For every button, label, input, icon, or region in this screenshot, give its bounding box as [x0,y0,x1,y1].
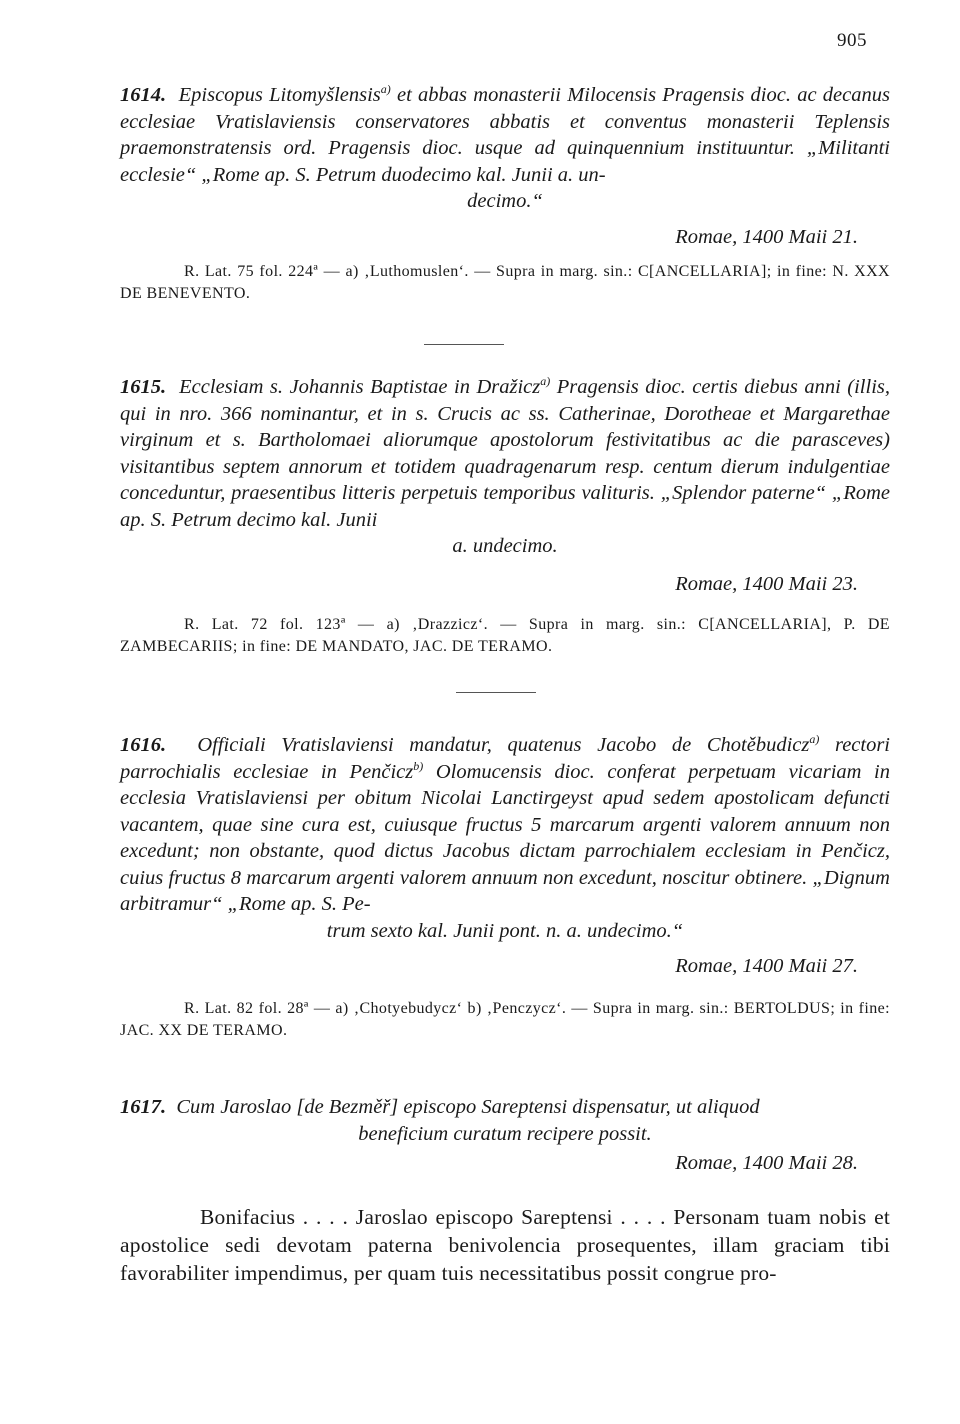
entry-1616 [120,732,890,1042]
entry-summary: 1614. Episcopus Litomyšlensis$^{a)}$ et abbas monasterii Milocensis Pragensis dioc. ac decanus ecclesiae Vratislaviensis conservatores abbatis et conventus monasterii Teplensis praemonstratensis ord. Pragensis dioc. usque ad quinquennium instituuntur. „Militanti ecclesie“ „Rome ap. S. Petrum duodecimo kal. Junii a. un- decimo.“ [120,82,890,212]
archival-note: R. Lat. 82 fol. 28ª — a) ‚Chotyebudycz‘ b) ‚Penczycz‘. — Supra in marg. sin.: BERTOLDUS; in fine: JAC. XX DE TERAMO. [120,1000,890,1039]
place-date: Romae, 1400 Maii 21. [675,225,858,248]
separator-line [456,692,536,693]
entry-summary: 1617. Cum Jaroslao [de Bezměř] episcopo Sareptensi dispensatur, ut aliquod beneficium curatum recipere possit. [120,1096,760,1145]
letter-body: Bonifacius . . . . Jaroslao episcopo Sareptensi . . . . Personam tuam nobis et apostolice sedi devotam paterna benivolencia prosequentes, illam graciam tibi favorabiliter impendimus, per quam tuis necessitatibus possit congrue pro- [120,1205,890,1285]
place-date: Romae, 1400 Maii 23. [675,572,858,595]
entry-summary: 1616. Officiali Vratislaviensi mandatur, quatenus Jacobo de Chotěbudicz$^{a)}$ rectori parrochialis ecclesiae in Penčicz$^{b)}$ Olomucensis dioc. conferat perpetuam vicariam in ecclesia Vratislaviensi per obitum Nicolai Lanctirgeyst apud sedem apostolicam defuncti vacantem, quae sine cura est, cuiusque fructus 5 marcarum argenti valorem annuum non excedunt; non obstante, quod dictus Jacobus dictam parrochialem ecclesiam in Penčicz, cuius fructus 8 marcarum argenti valorem annuum non excedunt, noscitur obtinere. „Dignum arbitramur“ „Rome ap. S. Pe- trum sexto kal. Junii pont. n. a. undecimo.“ [120,732,891,942]
entry-1617 [120,1094,890,1287]
entry-number: 1616. [120,734,167,756]
page-number: 905 [837,30,867,51]
archival-note: R. Lat. 75 fol. 224ª — a) ‚Luthomuslen‘. — Supra in marg. sin.: C[ANCELLARIA]; in fine: N. XXX DE BENEVENTO. [120,262,890,302]
entry-number: 1617. [120,1096,167,1118]
separator-line [424,344,504,345]
entry-number: 1614. [120,84,167,106]
place-date: Romae, 1400 Maii 28. [675,1152,858,1174]
place-date: Romae, 1400 Maii 27. [675,955,858,977]
entry-1614 [120,82,890,305]
entry-number: 1615. [120,376,167,398]
archival-note: R. Lat. 72 fol. 123ª — a) ‚Drazzicz‘. — Supra in marg. sin.: C[ANCELLARIA], P. DE ZAMBECARIIS; in fine: DE MANDATO, JAC. DE TERAMO. [120,615,890,655]
entry-summary: 1615. Ecclesiam s. Johannis Baptistae in Dražicz$^{a)}$ Pragensis dioc. certis diebus anni (illis, qui in nro. 366 nominantur, et in s. Crucis ac ss. Catherinae, Dorotheae et Margarethae virginum et s. Bartholomaei aliorumque apostolorum festivitatibus ac die parasceves) visitantibus septem annorum et totidem quadragenarum resp. centum dierum indulgentiae conceduntur, praesentibus litteris perpetuis temporibus valituris. „Splendor paterne“ „Rome ap. S. Petrum decimo kal. Junii a. undecimo. [120,374,890,557]
entry-1615 [120,374,890,658]
